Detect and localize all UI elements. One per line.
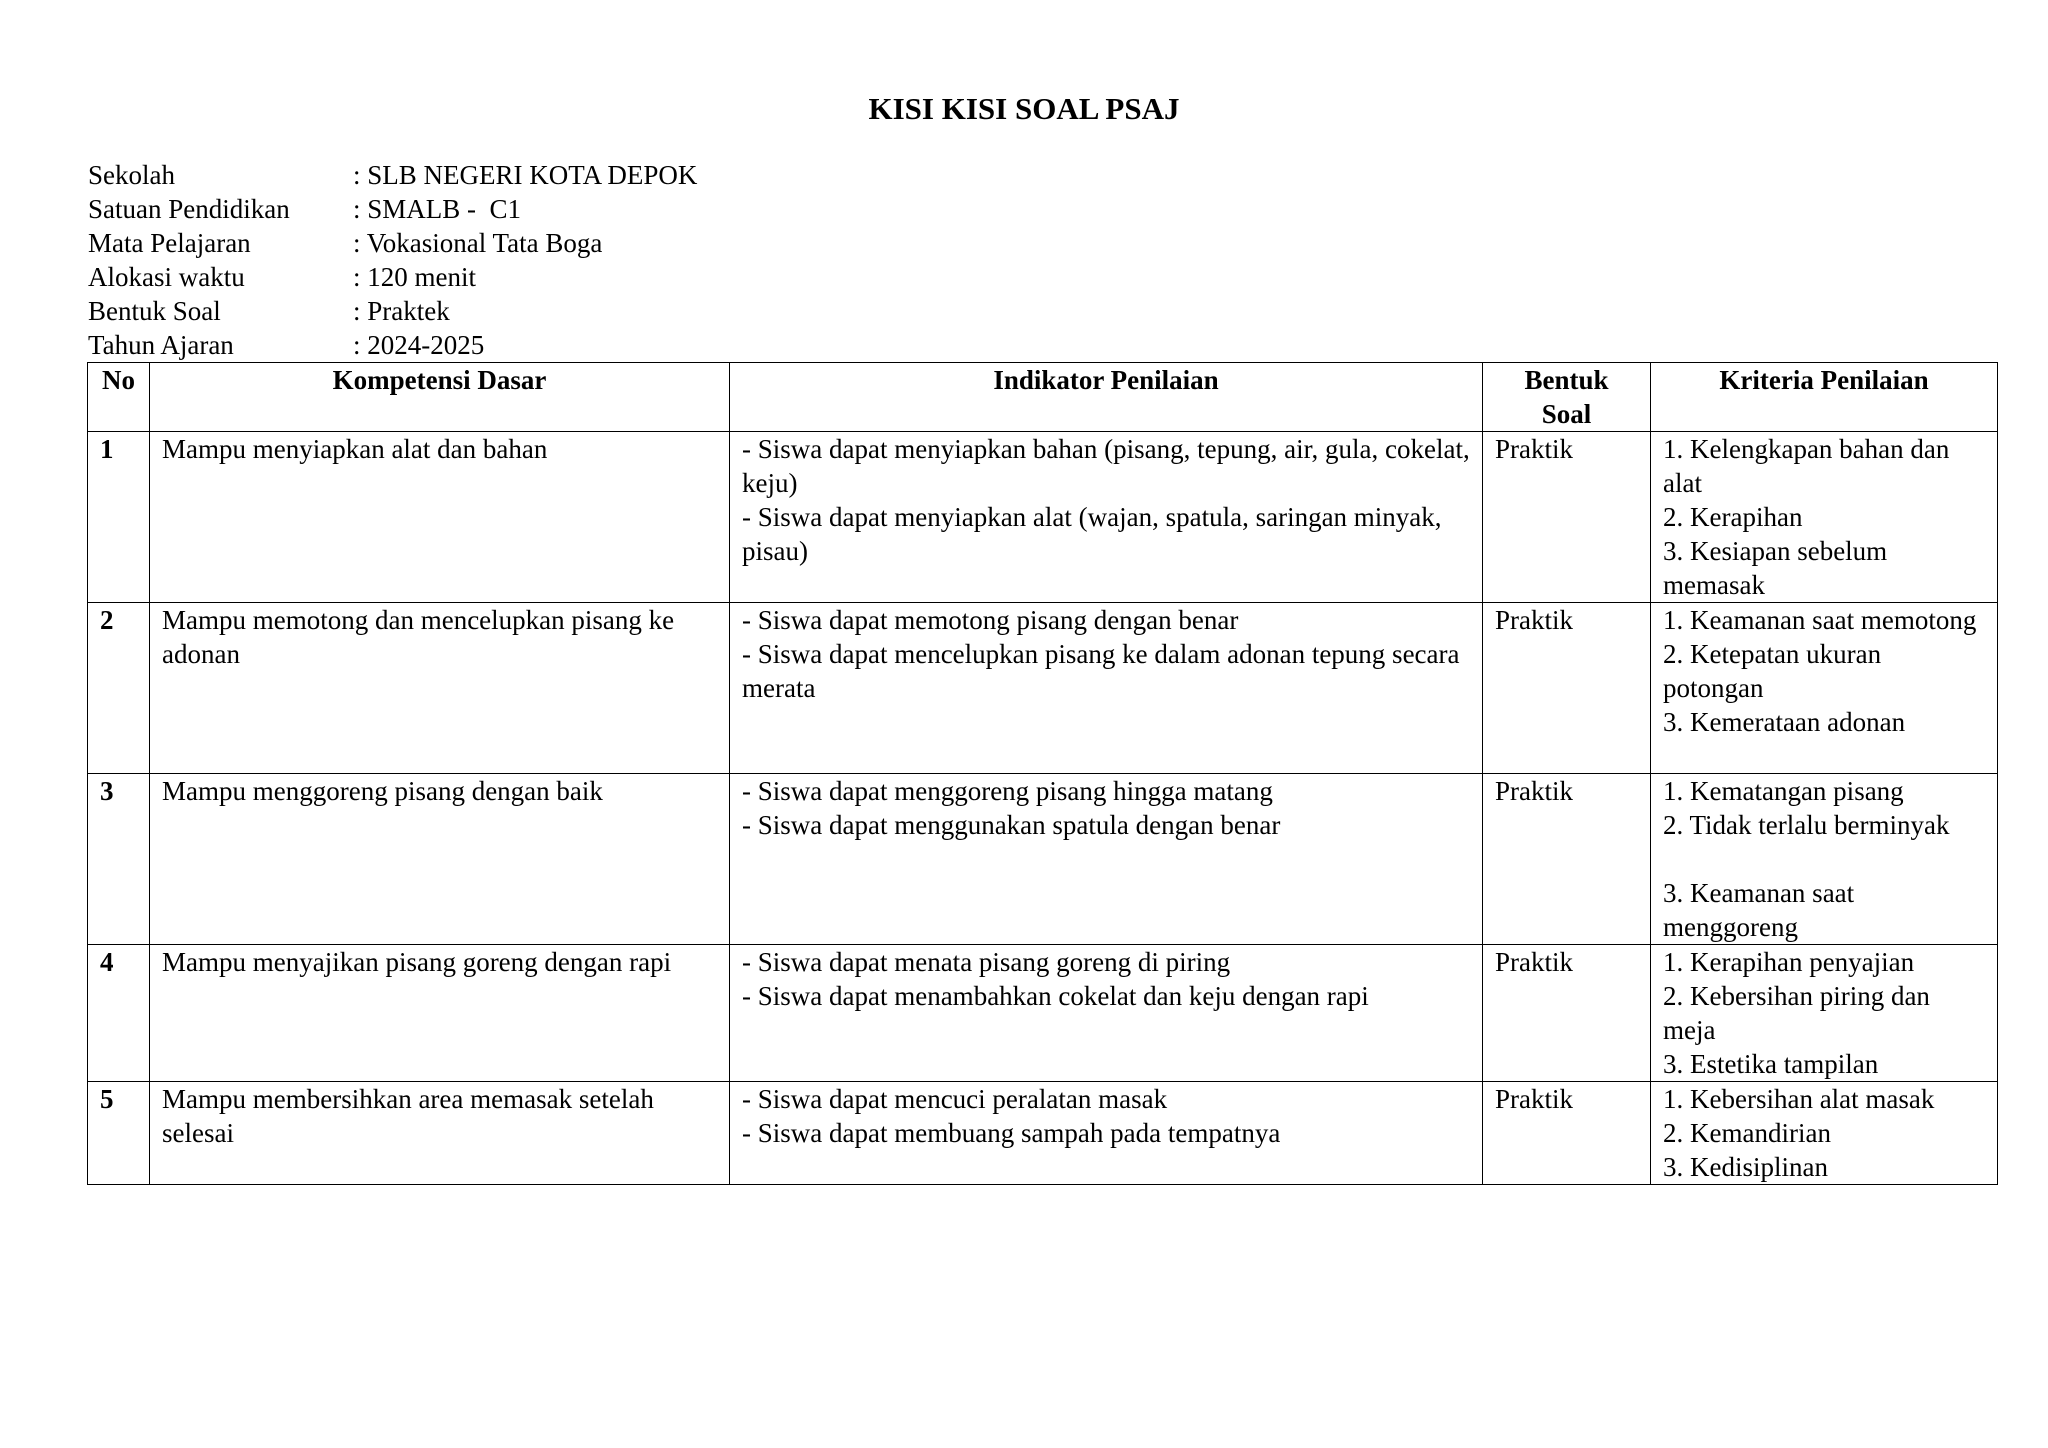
cell-no: 5 bbox=[88, 1082, 150, 1185]
kriteria-item: 3. Estetika tampilan bbox=[1663, 1049, 1879, 1079]
indikator-item: - Siswa dapat mencelupkan pisang ke dalam adonan tepung secara merata bbox=[742, 639, 1467, 703]
kriteria-item: 3. Kedisiplinan bbox=[1663, 1152, 1828, 1182]
table-row bbox=[88, 945, 1998, 1082]
kriteria-item: 2. Tidak terlalu berminyak bbox=[1663, 810, 1950, 840]
cell-indikator bbox=[730, 432, 1483, 603]
cell-indikator bbox=[730, 774, 1483, 945]
indikator-item: - Siswa dapat menggunakan spatula dengan benar bbox=[742, 810, 1281, 840]
info-label: Bentuk Soal bbox=[88, 296, 221, 326]
kriteria-item: 3. Keamanan saat menggoreng bbox=[1663, 878, 1861, 942]
kriteria-item: 2. Ketepatan ukuran potongan bbox=[1663, 639, 1888, 703]
table-row bbox=[88, 432, 1998, 603]
cell-bentuk-soal: Praktik bbox=[1483, 945, 1651, 1082]
indikator-item: - Siswa dapat memotong pisang dengan benar bbox=[742, 605, 1239, 635]
cell-kriteria bbox=[1651, 603, 1998, 774]
cell-kompetensi-dasar: Mampu memotong dan mencelupkan pisang ke adonan bbox=[150, 603, 730, 774]
kriteria-item: 1. Kelengkapan bahan dan alat bbox=[1663, 434, 1957, 498]
header-bentuk-soal bbox=[1483, 363, 1651, 432]
cell-kriteria bbox=[1651, 945, 1998, 1082]
kriteria-item: 1. Kerapihan penyajian bbox=[1663, 947, 1915, 977]
cell-kompetensi-dasar: Mampu membersihkan area memasak setelah selesai bbox=[150, 1082, 730, 1185]
header-no: No bbox=[88, 363, 150, 432]
info-value: : Praktek bbox=[353, 296, 450, 326]
info-label: Mata Pelajaran bbox=[88, 228, 251, 258]
info-label: Alokasi waktu bbox=[88, 262, 245, 292]
info-label: Tahun Ajaran bbox=[88, 330, 234, 360]
kriteria-item: 2. Kerapihan bbox=[1663, 502, 1803, 532]
kriteria-item: 1. Kebersihan alat masak bbox=[1663, 1084, 1935, 1114]
table-row bbox=[88, 1082, 1998, 1185]
info-value: : Vokasional Tata Boga bbox=[353, 228, 603, 258]
cell-kompetensi-dasar: Mampu menggoreng pisang dengan baik bbox=[150, 774, 730, 945]
indikator-item: - Siswa dapat mencuci peralatan masak bbox=[742, 1084, 1168, 1114]
cell-kriteria bbox=[1651, 1082, 1998, 1185]
kriteria-spacer bbox=[1663, 842, 1985, 876]
info-value: : 2024-2025 bbox=[353, 330, 485, 360]
info-value: : SLB NEGERI KOTA DEPOK bbox=[353, 160, 698, 190]
cell-no: 1 bbox=[88, 432, 150, 603]
kisi-kisi-table bbox=[87, 362, 1998, 1185]
kriteria-item: 2. Kemandirian bbox=[1663, 1118, 1831, 1148]
table-row bbox=[88, 774, 1998, 945]
cell-no: 2 bbox=[88, 603, 150, 774]
cell-kompetensi-dasar: Mampu menyiapkan alat dan bahan bbox=[150, 432, 730, 603]
info-row-sekolah bbox=[88, 158, 697, 192]
indikator-item: - Siswa dapat menggoreng pisang hingga matang bbox=[742, 776, 1273, 806]
cell-no: 3 bbox=[88, 774, 150, 945]
kriteria-item: 1. Kematangan pisang bbox=[1663, 776, 1904, 806]
info-value: : SMALB - C1 bbox=[353, 194, 522, 224]
table-row bbox=[88, 603, 1998, 774]
header-kriteria-penilaian: Kriteria Penilaian bbox=[1651, 363, 1998, 432]
header-kompetensi-dasar: Kompetensi Dasar bbox=[150, 363, 730, 432]
header-bentuk-line-2: Soal bbox=[1541, 399, 1592, 429]
header-bentuk-line-1: Bentuk bbox=[1524, 365, 1609, 395]
cell-kompetensi-dasar: Mampu menyajikan pisang goreng dengan rapi bbox=[150, 945, 730, 1082]
cell-no: 4 bbox=[88, 945, 150, 1082]
info-row-tahun-ajaran bbox=[88, 328, 697, 362]
indikator-item: - Siswa dapat menata pisang goreng di piring bbox=[742, 947, 1231, 977]
info-label: Sekolah bbox=[88, 160, 175, 190]
info-row-mata-pelajaran bbox=[88, 226, 697, 260]
document-title: KISI KISI SOAL PSAJ bbox=[868, 91, 1180, 126]
info-label: Satuan Pendidikan bbox=[88, 194, 290, 224]
cell-bentuk-soal: Praktik bbox=[1483, 432, 1651, 603]
info-row-bentuk-soal bbox=[88, 294, 697, 328]
kriteria-item: 3. Kesiapan sebelum memasak bbox=[1663, 536, 1894, 600]
indikator-item: - Siswa dapat menyiapkan bahan (pisang, tepung, air, gula, cokelat, keju) bbox=[742, 434, 1477, 498]
indikator-item: - Siswa dapat menyiapkan alat (wajan, spatula, saringan minyak, pisau) bbox=[742, 502, 1449, 566]
indikator-item: - Siswa dapat menambahkan cokelat dan keju dengan rapi bbox=[742, 981, 1369, 1011]
cell-bentuk-soal: Praktik bbox=[1483, 1082, 1651, 1185]
info-value: : 120 menit bbox=[353, 262, 476, 292]
indikator-item: - Siswa dapat membuang sampah pada tempatnya bbox=[742, 1118, 1281, 1148]
kriteria-item: 3. Kemerataan adonan bbox=[1663, 707, 1906, 737]
info-row-satuan-pendidikan bbox=[88, 192, 697, 226]
cell-kriteria bbox=[1651, 432, 1998, 603]
cell-indikator bbox=[730, 1082, 1483, 1185]
cell-kriteria bbox=[1651, 774, 1998, 945]
table-header-row bbox=[88, 363, 1998, 432]
kriteria-item: 1. Keamanan saat memotong bbox=[1663, 605, 1977, 635]
cell-indikator bbox=[730, 603, 1483, 774]
cell-bentuk-soal: Praktik bbox=[1483, 774, 1651, 945]
cell-indikator bbox=[730, 945, 1483, 1082]
header-indikator-penilaian: Indikator Penilaian bbox=[730, 363, 1483, 432]
cell-bentuk-soal: Praktik bbox=[1483, 603, 1651, 774]
kriteria-item: 2. Kebersihan piring dan meja bbox=[1663, 981, 1937, 1045]
info-row-alokasi-waktu bbox=[88, 260, 697, 294]
document-info bbox=[88, 158, 697, 362]
